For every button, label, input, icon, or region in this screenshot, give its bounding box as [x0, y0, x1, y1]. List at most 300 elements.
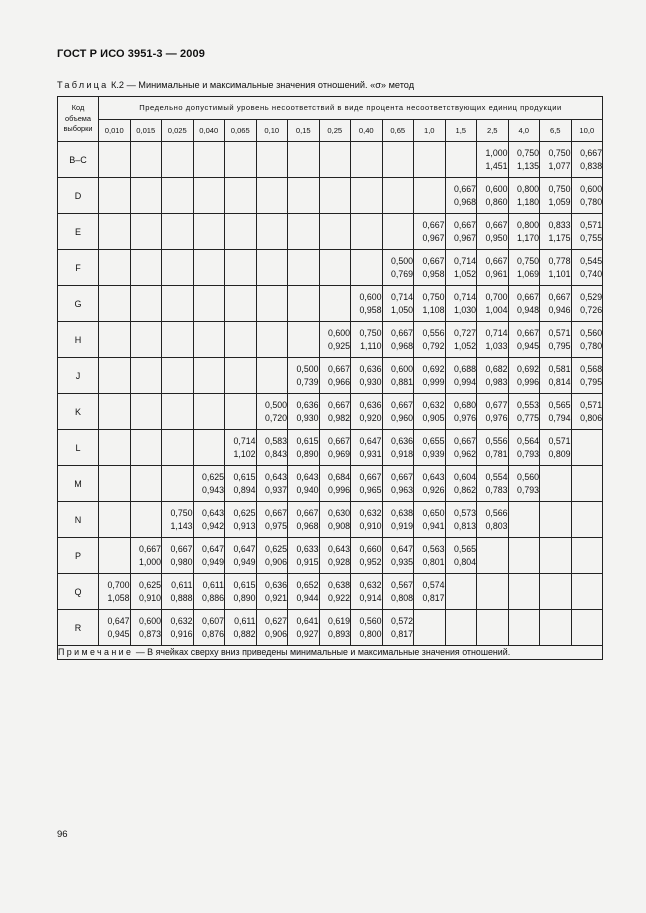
min-value: 0,554	[485, 472, 508, 482]
max-value: 0,843	[264, 448, 287, 459]
max-value: 0,914	[359, 592, 382, 603]
value-cell	[225, 538, 257, 574]
value-cell	[382, 610, 414, 646]
sample-code: K	[58, 394, 99, 430]
min-value: 0,553	[516, 400, 539, 410]
min-value: 0,647	[359, 436, 382, 446]
min-value: 0,667	[327, 436, 350, 446]
value-cell	[319, 358, 351, 394]
min-value: 0,560	[580, 328, 603, 338]
min-value: 0,667	[516, 328, 539, 338]
table-note	[58, 646, 603, 660]
min-value: 0,615	[233, 472, 256, 482]
value-cell	[477, 214, 509, 250]
max-value: 1,170	[516, 232, 539, 243]
max-value: 0,740	[580, 268, 603, 279]
value-cell	[540, 466, 572, 502]
value-cell	[256, 394, 288, 430]
value-cell	[445, 286, 477, 322]
value-cell	[540, 214, 572, 250]
value-cell	[319, 178, 351, 214]
value-cell	[414, 358, 446, 394]
code-column-header	[58, 97, 99, 142]
min-value: 0,571	[548, 328, 571, 338]
value-cell	[540, 430, 572, 466]
value-cell	[288, 322, 320, 358]
value-cell	[477, 610, 509, 646]
value-cell	[256, 142, 288, 178]
max-value: 0,876	[201, 628, 224, 639]
max-value: 1,451	[485, 160, 508, 171]
max-value: 0,739	[296, 376, 319, 387]
value-cell	[508, 430, 540, 466]
value-cell	[445, 610, 477, 646]
min-value: 0,800	[516, 184, 539, 194]
value-cell	[540, 178, 572, 214]
level-header: 0,065	[225, 119, 257, 142]
value-cell	[288, 610, 320, 646]
code-header-line: объема	[64, 113, 92, 123]
max-value: 0,976	[485, 412, 508, 423]
value-cell	[130, 214, 162, 250]
max-value: 0,948	[516, 304, 539, 315]
level-header: 0,10	[256, 119, 288, 142]
max-value: 0,817	[422, 592, 445, 603]
min-value: 0,833	[548, 220, 571, 230]
min-value: 0,750	[548, 184, 571, 194]
value-cell	[256, 358, 288, 394]
max-value: 1,052	[453, 268, 476, 279]
min-value: 0,641	[296, 616, 319, 626]
max-value: 0,930	[296, 412, 319, 423]
value-cell	[445, 466, 477, 502]
value-cell	[540, 142, 572, 178]
value-cell	[445, 214, 477, 250]
value-cell	[571, 250, 603, 286]
value-cell	[162, 430, 194, 466]
max-value: 0,792	[422, 340, 445, 351]
min-value: 0,667	[359, 472, 382, 482]
max-value: 0,838	[580, 160, 603, 171]
max-value: 0,965	[359, 484, 382, 495]
max-value: 0,918	[390, 448, 413, 459]
value-cell	[288, 538, 320, 574]
min-value: 0,667	[296, 508, 319, 518]
value-cell	[99, 394, 131, 430]
value-cell	[351, 574, 383, 610]
value-cell	[130, 142, 162, 178]
min-value: 0,638	[327, 580, 350, 590]
level-header: 0,15	[288, 119, 320, 142]
value-cell	[288, 214, 320, 250]
max-value: 0,982	[327, 412, 350, 423]
max-value: 0,939	[422, 448, 445, 459]
value-cell	[99, 430, 131, 466]
value-cell	[571, 286, 603, 322]
value-cell	[382, 142, 414, 178]
max-value: 0,908	[327, 520, 350, 531]
value-cell	[414, 394, 446, 430]
value-cell	[256, 430, 288, 466]
max-value: 0,960	[390, 412, 413, 423]
value-cell	[382, 358, 414, 394]
value-cell	[319, 430, 351, 466]
min-value: 0,652	[296, 580, 319, 590]
value-cell	[256, 286, 288, 322]
value-cell	[99, 286, 131, 322]
value-cell	[351, 286, 383, 322]
value-cell	[571, 538, 603, 574]
value-cell	[382, 394, 414, 430]
min-value: 0,567	[390, 580, 413, 590]
value-cell	[130, 250, 162, 286]
max-value: 0,928	[327, 556, 350, 567]
max-value: 0,803	[485, 520, 508, 531]
max-value: 0,983	[485, 376, 508, 387]
max-value: 1,059	[548, 196, 571, 207]
min-value: 0,750	[359, 328, 382, 338]
value-cell	[99, 574, 131, 610]
min-value: 0,615	[233, 580, 256, 590]
value-cell	[130, 610, 162, 646]
min-value: 0,700	[485, 292, 508, 302]
min-value: 0,600	[327, 328, 350, 338]
min-value: 0,667	[516, 292, 539, 302]
sample-code: D	[58, 178, 99, 214]
value-cell	[351, 538, 383, 574]
table-row	[58, 286, 603, 322]
max-value: 0,958	[359, 304, 382, 315]
min-value: 0,636	[359, 364, 382, 374]
sample-code: M	[58, 466, 99, 502]
table-row	[58, 178, 603, 214]
max-value: 1,030	[453, 304, 476, 315]
header-row	[58, 97, 603, 120]
max-value: 0,996	[516, 376, 539, 387]
max-value: 0,888	[170, 592, 193, 603]
value-cell	[477, 430, 509, 466]
min-value: 0,632	[359, 508, 382, 518]
value-cell	[540, 538, 572, 574]
sample-code: L	[58, 430, 99, 466]
note-text: — В ячейках сверху вниз приведены минимальные и максимальные значения отношений.	[133, 647, 511, 657]
value-cell	[319, 286, 351, 322]
table-row	[58, 250, 603, 286]
max-value: 0,906	[264, 628, 287, 639]
value-cell	[382, 502, 414, 538]
value-cell	[256, 610, 288, 646]
min-value: 0,571	[580, 400, 603, 410]
value-cell	[540, 322, 572, 358]
table-row	[58, 538, 603, 574]
max-value: 1,108	[422, 304, 445, 315]
min-value: 0,643	[296, 472, 319, 482]
value-cell	[225, 574, 257, 610]
min-value: 0,571	[580, 220, 603, 230]
min-value: 0,667	[138, 544, 161, 554]
caption-text: К.2 — Минимальные и максимальные значения отношений. «σ» метод	[111, 80, 415, 90]
value-cell	[571, 358, 603, 394]
value-cell	[351, 178, 383, 214]
min-value: 0,750	[548, 148, 571, 158]
value-cell	[319, 538, 351, 574]
min-value: 0,647	[107, 616, 130, 626]
min-value: 0,692	[516, 364, 539, 374]
value-cell	[288, 358, 320, 394]
value-cell	[99, 178, 131, 214]
value-cell	[351, 394, 383, 430]
value-cell	[319, 250, 351, 286]
value-cell	[225, 610, 257, 646]
value-cell	[351, 610, 383, 646]
level-header: 6,5	[540, 119, 572, 142]
min-value: 0,572	[390, 616, 413, 626]
max-value: 0,940	[296, 484, 319, 495]
min-value: 0,667	[548, 292, 571, 302]
max-value: 0,881	[390, 376, 413, 387]
max-value: 0,795	[548, 340, 571, 351]
max-value: 0,814	[548, 376, 571, 387]
value-cell	[571, 466, 603, 502]
max-value: 0,795	[580, 376, 603, 387]
value-cell	[162, 358, 194, 394]
max-value: 0,800	[359, 628, 382, 639]
value-cell	[382, 538, 414, 574]
min-value: 0,714	[233, 436, 256, 446]
value-cell	[225, 322, 257, 358]
min-value: 0,625	[233, 508, 256, 518]
value-cell	[193, 466, 225, 502]
min-value: 0,560	[359, 616, 382, 626]
min-value: 0,500	[390, 256, 413, 266]
value-cell	[571, 142, 603, 178]
value-cell	[477, 178, 509, 214]
code-header-line: Код	[71, 103, 85, 113]
value-cell	[414, 430, 446, 466]
min-value: 0,632	[170, 616, 193, 626]
max-value: 1,101	[548, 268, 571, 279]
value-cell	[382, 250, 414, 286]
min-value: 0,667	[453, 184, 476, 194]
value-cell	[445, 250, 477, 286]
max-value: 0,935	[390, 556, 413, 567]
level-header: 0,25	[319, 119, 351, 142]
min-value: 0,647	[390, 544, 413, 554]
value-cell	[162, 322, 194, 358]
value-cell	[256, 538, 288, 574]
level-header-row	[58, 119, 603, 142]
max-value: 1,110	[360, 340, 382, 351]
value-cell	[571, 574, 603, 610]
value-cell	[130, 538, 162, 574]
min-value: 0,574	[422, 580, 445, 590]
max-value: 0,801	[422, 556, 445, 567]
value-cell	[162, 574, 194, 610]
value-cell	[351, 142, 383, 178]
max-value: 0,905	[422, 412, 445, 423]
min-value: 0,727	[453, 328, 476, 338]
min-value: 0,565	[453, 544, 476, 554]
max-value: 0,945	[107, 628, 130, 639]
sample-code: H	[58, 322, 99, 358]
level-header: 0,65	[382, 119, 414, 142]
value-cell	[225, 286, 257, 322]
value-cell	[351, 430, 383, 466]
max-value: 0,931	[359, 448, 382, 459]
max-value: 0,967	[453, 232, 476, 243]
value-cell	[256, 322, 288, 358]
value-cell	[445, 394, 477, 430]
value-cell	[99, 214, 131, 250]
value-cell	[99, 250, 131, 286]
max-value: 0,894	[233, 484, 256, 495]
value-cell	[571, 610, 603, 646]
min-value: 0,611	[171, 580, 193, 590]
max-value: 0,813	[453, 520, 476, 531]
value-cell	[193, 286, 225, 322]
note-lead: Примечание	[58, 647, 134, 657]
value-cell	[225, 178, 257, 214]
min-value: 0,600	[580, 184, 603, 194]
max-value: 0,915	[296, 556, 319, 567]
min-value: 0,714	[485, 328, 508, 338]
min-value: 0,667	[264, 508, 287, 518]
value-cell	[319, 502, 351, 538]
value-cell	[477, 394, 509, 430]
value-cell	[445, 502, 477, 538]
max-value: 0,793	[516, 448, 539, 459]
note-row	[58, 646, 603, 660]
table-row	[58, 430, 603, 466]
sample-code: B–C	[58, 142, 99, 178]
max-value: 0,962	[453, 448, 476, 459]
value-cell	[162, 502, 194, 538]
sample-code: R	[58, 610, 99, 646]
min-value: 0,667	[453, 220, 476, 230]
table-caption	[57, 80, 414, 90]
value-cell	[288, 574, 320, 610]
max-value: 0,927	[296, 628, 319, 639]
value-cell	[130, 358, 162, 394]
max-value: 0,794	[548, 412, 571, 423]
min-value: 0,564	[516, 436, 539, 446]
value-cell	[319, 466, 351, 502]
table-row	[58, 214, 603, 250]
max-value: 1,004	[485, 304, 508, 315]
value-cell	[382, 214, 414, 250]
value-cell	[382, 466, 414, 502]
max-value: 0,922	[327, 592, 350, 603]
max-value: 0,961	[485, 268, 508, 279]
value-cell	[99, 610, 131, 646]
min-value: 0,660	[359, 544, 382, 554]
table-row	[58, 610, 603, 646]
max-value: 0,980	[170, 556, 193, 567]
min-value: 0,581	[548, 364, 571, 374]
max-value: 0,946	[548, 304, 571, 315]
value-cell	[414, 286, 446, 322]
min-value: 0,677	[485, 400, 508, 410]
max-value: 0,996	[327, 484, 350, 495]
min-value: 0,573	[453, 508, 476, 518]
max-value: 0,913	[233, 520, 256, 531]
value-cell	[351, 214, 383, 250]
value-cell	[508, 322, 540, 358]
max-value: 0,919	[390, 520, 413, 531]
min-value: 0,647	[201, 544, 224, 554]
value-cell	[288, 178, 320, 214]
max-value: 0,780	[580, 196, 603, 207]
value-cell	[508, 466, 540, 502]
value-cell	[414, 610, 446, 646]
min-value: 0,600	[390, 364, 413, 374]
value-cell	[256, 250, 288, 286]
max-value: 0,952	[359, 556, 382, 567]
min-value: 0,600	[485, 184, 508, 194]
min-value: 0,643	[201, 508, 224, 518]
min-value: 0,655	[422, 436, 445, 446]
max-value: 0,943	[201, 484, 224, 495]
value-cell	[477, 142, 509, 178]
sample-code: P	[58, 538, 99, 574]
level-header: 0,040	[193, 119, 225, 142]
max-value: 0,999	[422, 376, 445, 387]
max-value: 0,976	[453, 412, 476, 423]
max-value: 0,910	[138, 592, 161, 603]
caption-lead: Таблица	[57, 80, 109, 90]
value-cell	[571, 394, 603, 430]
max-value: 0,945	[516, 340, 539, 351]
max-value: 0,968	[390, 340, 413, 351]
value-cell	[540, 574, 572, 610]
max-value: 0,910	[359, 520, 382, 531]
min-value: 0,627	[264, 616, 287, 626]
max-value: 0,809	[548, 448, 571, 459]
min-value: 0,750	[516, 148, 539, 158]
min-value: 0,633	[296, 544, 319, 554]
max-value: 0,780	[580, 340, 603, 351]
max-value: 0,755	[580, 232, 603, 243]
value-cell	[414, 466, 446, 502]
min-value: 0,636	[359, 400, 382, 410]
value-cell	[382, 430, 414, 466]
max-value: 0,994	[453, 376, 476, 387]
value-cell	[225, 502, 257, 538]
min-value: 0,688	[453, 364, 476, 374]
value-cell	[414, 574, 446, 610]
value-cell	[162, 214, 194, 250]
value-cell	[288, 394, 320, 430]
max-value: 0,949	[201, 556, 224, 567]
min-value: 0,556	[422, 328, 445, 338]
value-cell	[225, 394, 257, 430]
value-cell	[477, 574, 509, 610]
min-value: 0,604	[453, 472, 476, 482]
max-value: 0,720	[264, 412, 287, 423]
value-cell	[193, 430, 225, 466]
sample-code: Q	[58, 574, 99, 610]
max-value: 0,921	[264, 592, 287, 603]
value-cell	[99, 538, 131, 574]
value-cell	[288, 466, 320, 502]
min-value: 0,636	[390, 436, 413, 446]
max-value: 0,963	[390, 484, 413, 495]
min-value: 0,667	[453, 436, 476, 446]
value-cell	[130, 178, 162, 214]
min-value: 0,625	[264, 544, 287, 554]
max-value: 0,783	[485, 484, 508, 495]
min-value: 0,529	[580, 292, 603, 302]
